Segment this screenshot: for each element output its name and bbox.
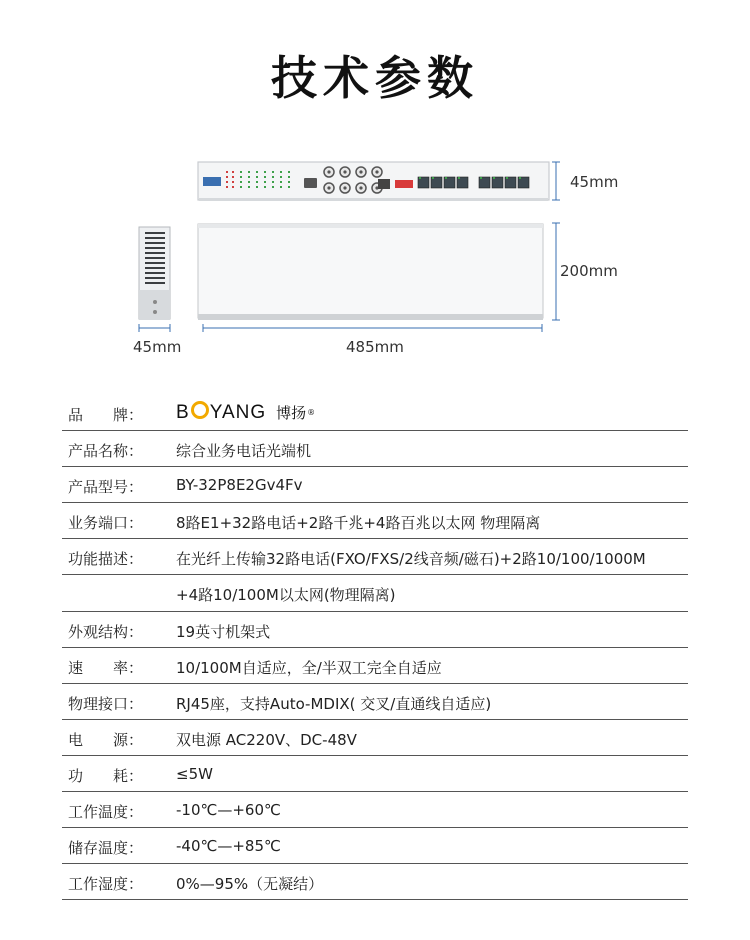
spec-row	[62, 539, 688, 612]
spec-label: 电 源：	[68, 731, 144, 749]
spec-value: 19英寸机架式	[176, 623, 271, 641]
brand-chinese-name: 博扬	[276, 404, 307, 422]
spec-value: 综合业务电话光端机	[176, 442, 312, 460]
device-diagram	[0, 150, 750, 365]
spec-row	[62, 503, 688, 539]
spec-value: 8路E1+32路电话+2路千兆+4路百兆以太网 物理隔离	[176, 514, 541, 532]
spec-label: 业务端口：	[68, 514, 144, 532]
brand-logo-text: B YANG	[176, 402, 267, 423]
spec-row	[62, 828, 688, 864]
side-width-dimension-label: 45mm	[133, 338, 182, 356]
spec-row	[62, 612, 688, 648]
spec-label: 品 牌：	[68, 406, 144, 424]
spec-value: -40℃—+85℃	[176, 837, 281, 855]
spec-row	[62, 467, 688, 503]
spec-row-brand	[62, 395, 688, 431]
spec-table	[62, 395, 688, 900]
spec-value: ≤5W	[176, 765, 213, 783]
spec-label: 功能描述：	[68, 550, 144, 568]
spec-value: BY-32P8E2Gv4Fv	[176, 476, 303, 494]
page-title: 技术参数	[271, 51, 479, 105]
spec-row	[62, 792, 688, 828]
registered-mark: ®	[307, 408, 316, 417]
spec-row	[62, 720, 688, 756]
spec-value: 10/100M自适应，全/半双工完全自适应	[176, 659, 442, 677]
spec-label: 速 率：	[68, 659, 144, 677]
spec-value: 0%—95%（无凝结）	[176, 875, 324, 893]
spec-row	[62, 648, 688, 684]
spec-value: -10℃—+60℃	[176, 801, 281, 819]
brand-logo	[176, 401, 315, 424]
spec-label: 工作湿度：	[68, 875, 144, 893]
spec-value: RJ45座，支持Auto-MDIX( 交叉/直通线自适应)	[176, 695, 492, 713]
spec-label: 物理接口：	[68, 695, 144, 713]
spec-row	[62, 864, 688, 900]
spec-label: 产品名称：	[68, 442, 144, 460]
spec-value: 在光纤上传输32路电话(FXO/FXS/2线音频/磁石)+2路10/100/1000M	[176, 550, 646, 568]
width-dimension-label: 485mm	[346, 338, 404, 356]
device-illustration	[0, 150, 750, 365]
spec-row	[62, 756, 688, 792]
spec-value: 双电源 AC220V、DC-48V	[176, 731, 357, 749]
spec-value-continued: +4路10/100M以太网(物理隔离)	[176, 586, 396, 604]
spec-row	[62, 431, 688, 467]
spec-label: 工作温度：	[68, 803, 144, 821]
row-divider	[62, 574, 688, 575]
height-dimension-label: 45mm	[570, 173, 619, 191]
spec-label: 功 耗：	[68, 767, 144, 785]
spec-label: 储存温度：	[68, 839, 144, 857]
spec-label: 产品型号：	[68, 478, 144, 496]
depth-dimension-label: 200mm	[560, 262, 618, 280]
logo-ring-icon	[191, 401, 209, 419]
spec-row	[62, 684, 688, 720]
spec-label: 外观结构：	[68, 623, 144, 641]
